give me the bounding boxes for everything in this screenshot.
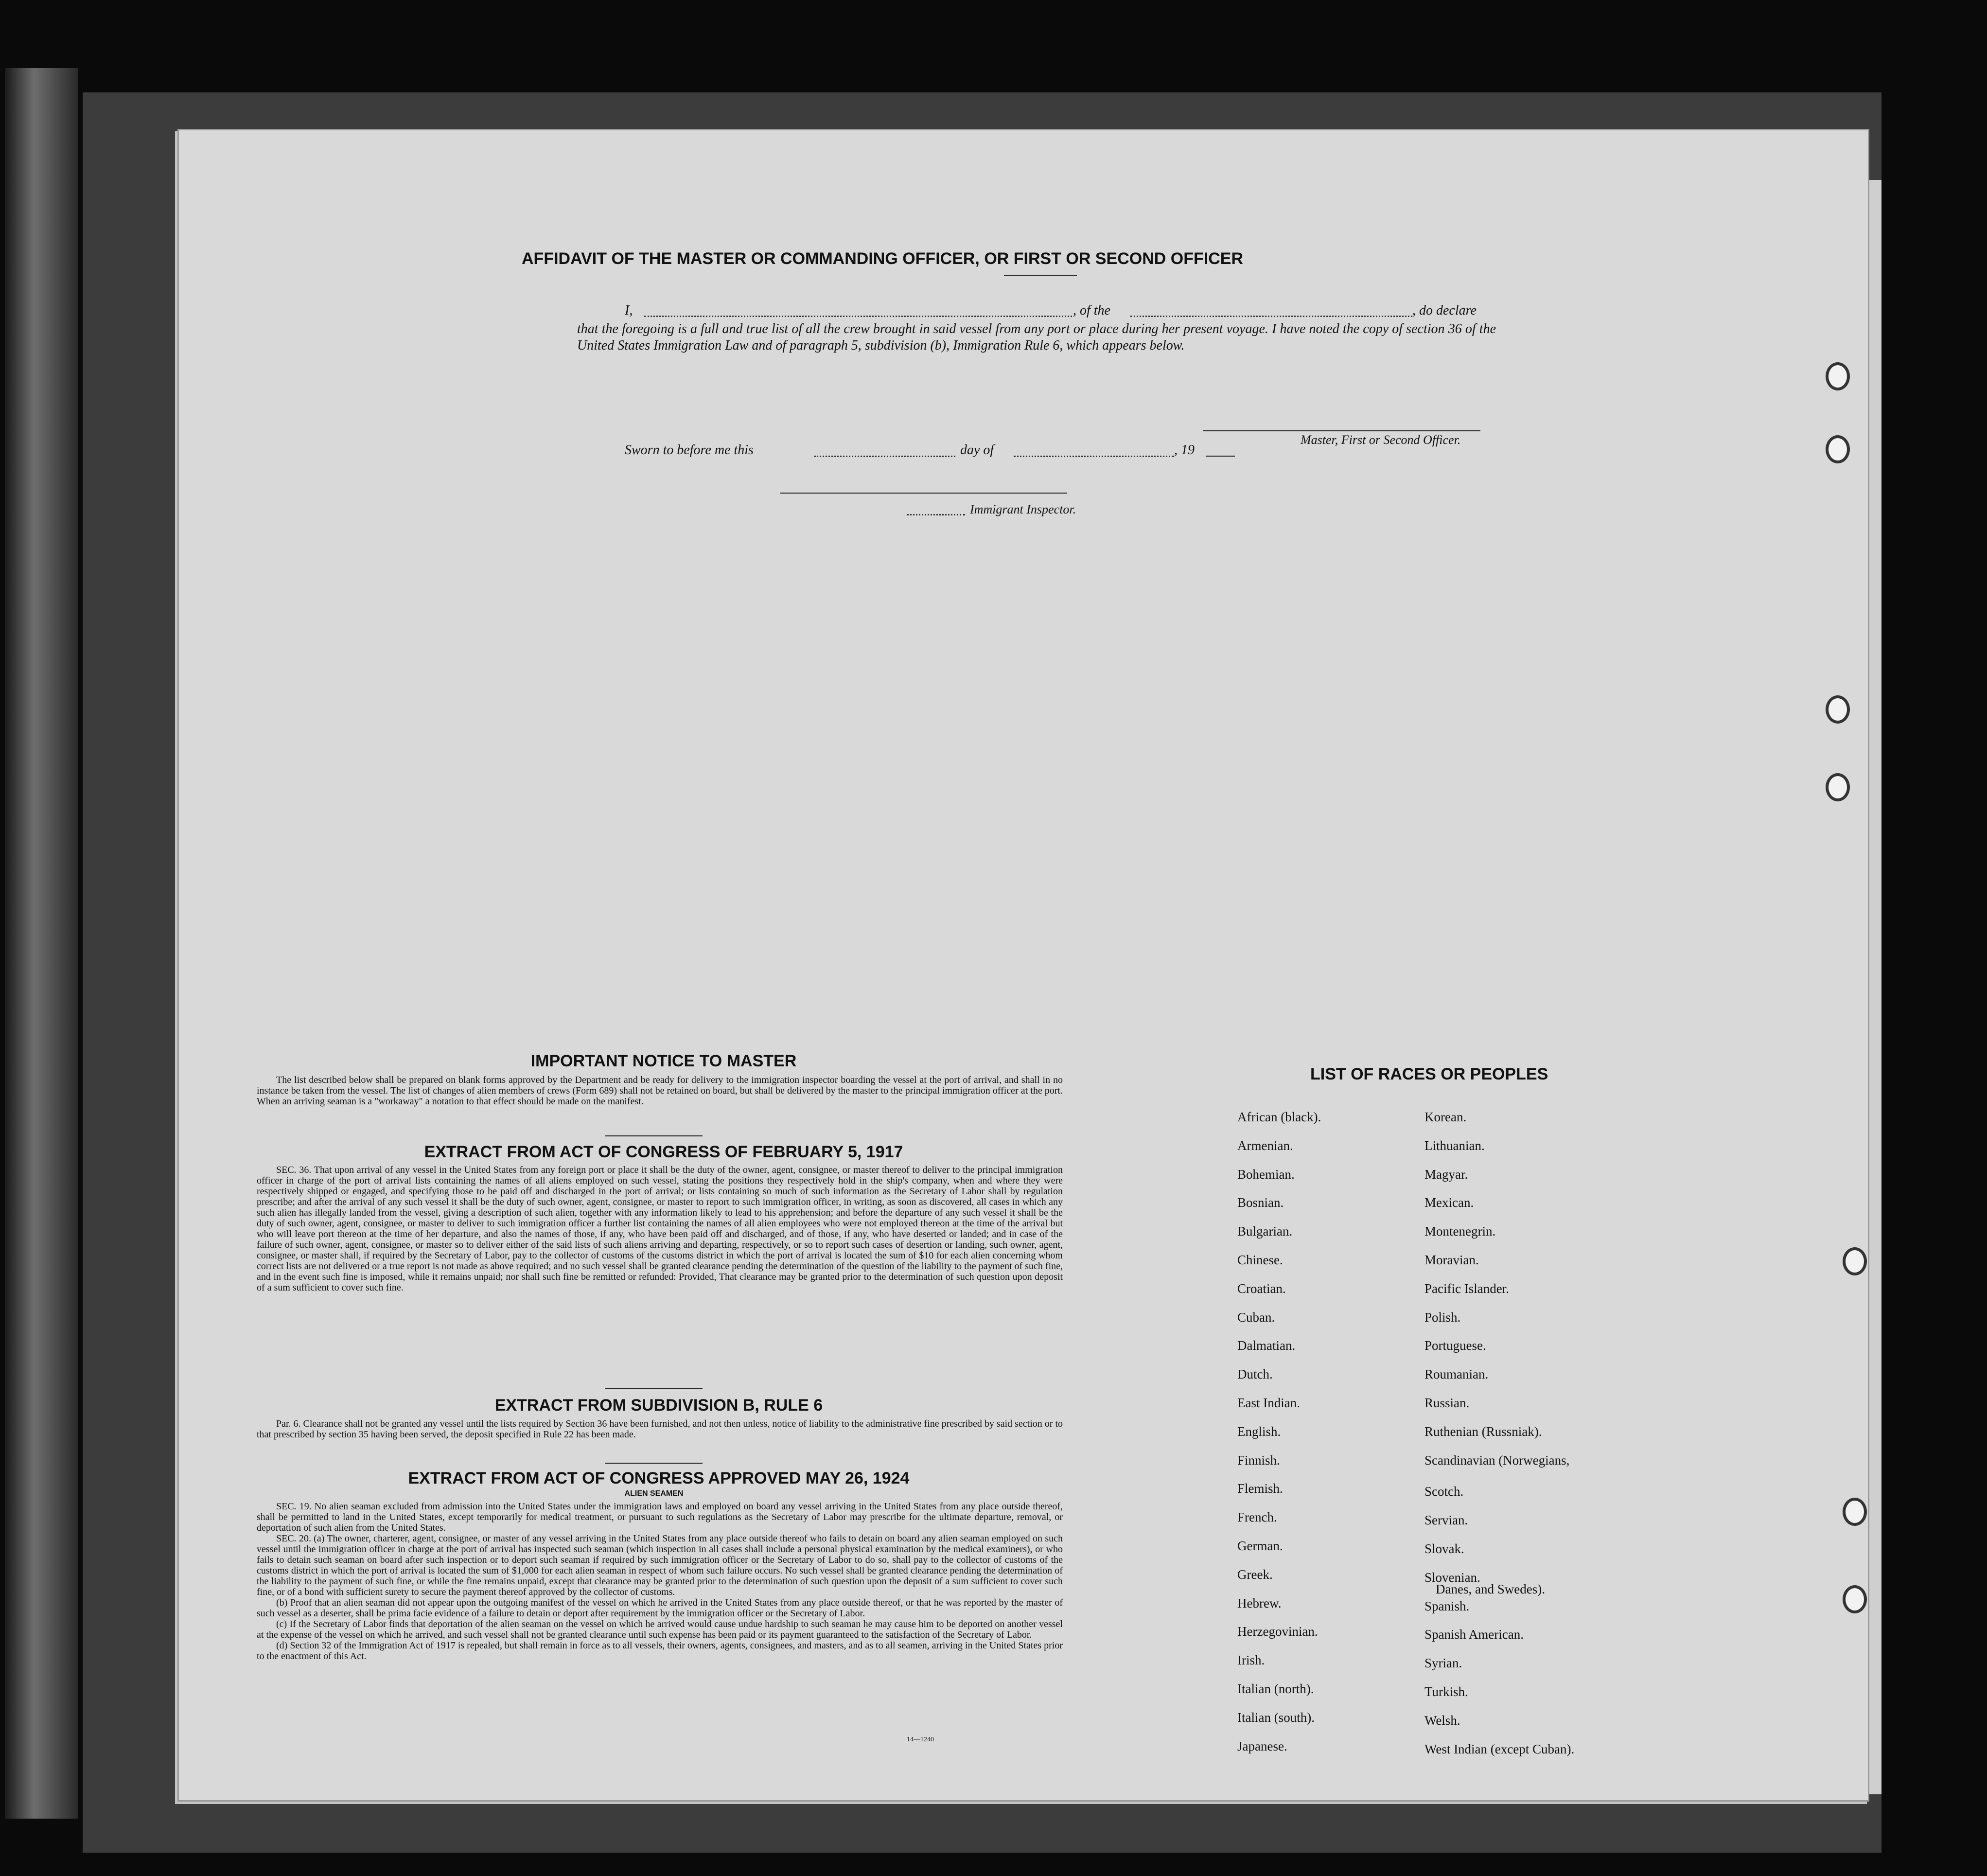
race-item: Korean. <box>1424 1110 1467 1124</box>
month-line[interactable] <box>1014 456 1174 457</box>
race-item: Roumanian. <box>1424 1367 1489 1381</box>
race-item: German. <box>1237 1539 1283 1553</box>
extract-1924-body <box>257 1501 1063 1662</box>
notice-title: IMPORTANT NOTICE TO MASTER <box>530 1052 797 1070</box>
master-label: Master, First or Second Officer. <box>1301 433 1461 447</box>
races-title: LIST OF RACES OR PEOPLES <box>1310 1065 1548 1083</box>
race-item: Italian (north). <box>1237 1681 1314 1696</box>
divider <box>605 1388 703 1389</box>
extract-1917-body <box>257 1165 1063 1293</box>
title-rule <box>1004 275 1077 276</box>
race-item: Scandinavian (Norwegians, <box>1424 1453 1570 1468</box>
race-item: Croatian. <box>1237 1281 1286 1296</box>
race-item: Moravian. <box>1424 1253 1479 1267</box>
punch-hole <box>1826 362 1850 390</box>
race-item: Bohemian. <box>1237 1167 1295 1182</box>
notice-body <box>257 1075 1063 1107</box>
race-item: Montenegrin. <box>1424 1224 1496 1239</box>
race-item: Slovak. <box>1424 1541 1464 1556</box>
punch-hole <box>1843 1585 1867 1613</box>
punch-hole <box>1826 435 1850 463</box>
race-item: French. <box>1237 1510 1277 1524</box>
race-item: Spanish. <box>1424 1599 1470 1613</box>
inspector-label: Immigrant Inspector. <box>970 502 1076 516</box>
sec19-text: SEC. 19. No alien seaman excluded from admission into the United States under the immigration laws and employed on board any vessel arriving in the United States from any place outside thereof, shall be permitted to land in the United States, except temporarily for medical treatment, or pursuant to such regulations as the Secretary of Labor may prescribe for the ultimate departure, removal, or deportation of such alien from the United States. <box>257 1501 1063 1533</box>
extract-1917-title: EXTRACT FROM ACT OF CONGRESS OF FEBRUARY 5, 1917 <box>424 1143 903 1161</box>
race-item: Syrian. <box>1424 1656 1462 1670</box>
affidavit-title: AFFIDAVIT OF THE MASTER OR COMMANDING OFFICER, OR FIRST OR SECOND OFFICER <box>522 249 1243 268</box>
affidavit-declare: , do declare <box>1412 303 1477 318</box>
year-prefix: , 19 <box>1174 442 1195 458</box>
document-page <box>177 129 1869 1802</box>
sworn-text: Sworn to before me this <box>625 442 754 458</box>
affidavit-i: I, <box>625 303 633 318</box>
notice-text: The list described below shall be prepared on blank forms approved by the Department and be ready for delivery to the immigration inspector boarding the vessel at the port of arrival, and shall in no instance be taken from the vessel. The list of changes of alien members of crews (Form 689) shall not be retained on board, but shall be delivered by the master to the principal immigration officer at the port. When an arriving seaman is a "workaway" a notation to that effect should be made on the manifest. <box>257 1075 1063 1107</box>
race-item: Polish. <box>1424 1310 1461 1325</box>
race-item: Dalmatian. <box>1237 1338 1296 1353</box>
race-item: Finnish. <box>1237 1453 1280 1468</box>
extract-1924-title: EXTRACT FROM ACT OF CONGRESS APPROVED MAY 26, 1924 <box>408 1469 910 1487</box>
race-item: Scotch. <box>1424 1484 1464 1499</box>
race-item: Armenian. <box>1237 1138 1293 1153</box>
race-item: Irish. <box>1237 1653 1265 1667</box>
vessel-line[interactable] <box>1130 316 1412 317</box>
race-item: Slovenian. <box>1424 1570 1480 1585</box>
extract-rule6-title: EXTRACT FROM SUBDIVISION B, RULE 6 <box>494 1396 823 1415</box>
affidavit-of-the: , of the <box>1073 303 1110 318</box>
divider <box>605 1135 703 1136</box>
race-item: Japanese. <box>1237 1739 1287 1753</box>
scanner-edge <box>5 68 78 1819</box>
race-item: English. <box>1237 1424 1281 1439</box>
race-item: Turkish. <box>1424 1684 1468 1699</box>
affidavit-paragraph: that the foregoing is a full and true list of all the crew brought in said vessel from any port or place during her present voyage. I have noted the copy of section 36 of the United States Immigration Law and of paragraph 5, subdivision (b), Immigration Rule 6, which appears below. <box>577 321 1496 353</box>
day-of-text: day of <box>960 442 994 458</box>
punch-hole <box>1843 1498 1867 1526</box>
race-item: Chinese. <box>1237 1253 1283 1267</box>
race-item: Bulgarian. <box>1237 1224 1293 1239</box>
race-item: Portuguese. <box>1424 1338 1486 1353</box>
sec36-text: SEC. 36. That upon arrival of any vessel in the United States from any foreign port or place it shall be the duty of the owner, agent, consignee, or master thereof to deliver to the principal immigration officer in charge of the port of arrival lists containing the names of all aliens employed on such vessel, stating the positions they respectively hold in the ship's company, when and where they were respectively shipped or engaged, and specifying those to be paid off and discharged in the port of arrival; or lists containing so much of such information as the Secretary of Labor shall by regulation prescribe; and after the arrival of any such vessel it shall be the duty of such owner, agent, consignee, or master to report to such immigration officer, in writing, as soon as discovered, all cases in which any such alien has illegally landed from the vessel, giving a description of such alien, together with any information likely to lead to his apprehension; and before the departure of any such vessel it shall be the duty of such owner, agent, consignee, or master to deliver to such immigration officer a further list containing the names of all alien employees who were not employed thereon at the time of the arrival but who will leave port thereon at the time of her departure, and also the names of those, if any, who have been paid off and discharged, and of those, if any, who have deserted or landed; and in case of the failure of such owner, agent, consignee, or master so to deliver either of the said lists of such aliens arriving and departing, respectively, or so to report such cases of desertion or landing, such owner, agent, consignee, or master shall, if required by the Secretary of Labor, pay to the collector of customs of the customs district in which the port of arrival is located the sum of $10 for each alien concerning whom correct lists are not delivered or a true report is not made as above required; and no such vessel shall be granted clearance pending the determination of the question of the liability to the payment of such fine, and in the event such fine is imposed, while it remains unpaid; nor shall such fine be remitted or refunded: Provided, That clearance may be granted prior to the determination of such question upon deposit of a sum sufficient to cover such fine. <box>257 1165 1063 1293</box>
race-item: Hebrew. <box>1237 1596 1282 1611</box>
race-item: Bosnian. <box>1237 1195 1284 1210</box>
form-number: 14—1240 <box>907 1736 934 1743</box>
inspector-signature-line[interactable] <box>780 493 1067 494</box>
alien-seamen-subtitle: ALIEN SEAMEN <box>624 1489 684 1498</box>
race-item: East Indian. <box>1237 1396 1300 1410</box>
year-line[interactable] <box>1206 456 1235 457</box>
divider <box>605 1463 703 1464</box>
sec20a-text: SEC. 20. (a) The owner, charterer, agent, consignee, or master of any vessel arriving in the United States from any place outside thereof who fails to detain on board any alien seaman employed on such vessel until the immigration officer in charge at the port of arrival has inspected such seaman (which inspection in all cases shall include a personal physical examination by the medical examiners), or who fails to detain such seaman on board after such inspection or to deport such seaman if required by such immigration officer or the Secretary of Labor to do so, shall pay to the collector of customs of the customs district in which the port of arrival is located the sum of $1,000 for each alien seaman in respect of whom such failure occurs. No such vessel shall be granted clearance pending the determination of the liability to the payment of such fine, or while the fine remains unpaid, except that clearance may be granted prior to the determination of such question upon the deposit of a sum sufficient to cover such fine, or of a bond with sufficient surety to secure the payment thereof approved by the collector of customs. <box>257 1533 1063 1597</box>
race-item: Lithuanian. <box>1424 1138 1485 1153</box>
rule6-text: Par. 6. Clearance shall not be granted any vessel until the lists required by Section 36 have been furnished, and not then unless, notice of liability to the administrative fine prescribed by said section or to that prescribed by section 35 having been served, the deposit specified in Rule 22 has been made. <box>257 1418 1063 1440</box>
race-item: Spanish American. <box>1424 1627 1524 1642</box>
inspector-dots <box>907 514 965 515</box>
punch-hole <box>1826 695 1850 724</box>
sec20d-text: (d) Section 32 of the Immigration Act of 1917 is repealed, but shall remain in force as to all vessels, their owners, agents, consignees, and masters, and as to all seamen, arriving in the United States prior to the enactment of this Act. <box>257 1640 1063 1662</box>
race-item: West Indian (except Cuban). <box>1424 1742 1575 1756</box>
race-item: African (black). <box>1237 1110 1321 1124</box>
race-right-continuation: Danes, and Swedes). <box>1436 1582 1545 1596</box>
name-line[interactable] <box>644 316 1072 317</box>
race-item: Pacific Islander. <box>1424 1281 1509 1296</box>
punch-hole <box>1826 773 1850 801</box>
punch-hole <box>1843 1247 1867 1275</box>
race-item: Italian (south). <box>1237 1710 1315 1725</box>
race-item: Mexican. <box>1424 1195 1474 1210</box>
race-item: Russian. <box>1424 1396 1470 1410</box>
day-line[interactable] <box>814 456 955 457</box>
race-item: Welsh. <box>1424 1713 1460 1728</box>
race-item: Flemish. <box>1237 1481 1283 1496</box>
race-item: Servian. <box>1424 1513 1468 1527</box>
extract-rule6-body <box>257 1418 1063 1440</box>
sec20c-text: (c) If the Secretary of Labor finds that deportation of the alien seaman on the vessel on which he arrived would cause undue hardship to such seaman he may cause him to be deported on another vessel at the expense of the vessel on which he arrived, and such vessel shall not be granted clearance until such expense has been paid or its payment guaranteed to the satisfaction of the Secretary of Labor. <box>257 1619 1063 1640</box>
sec20b-text: (b) Proof that an alien seaman did not appear upon the outgoing manifest of the vessel on which he arrived in the United States from any place outside thereof, or that he was reported by the master of such vessel as a deserter, shall be prima facie evidence of a failure to detain or deport after requirement by the immigration officer or the Secretary of Labor. <box>257 1597 1063 1619</box>
race-item: Cuban. <box>1237 1310 1275 1325</box>
race-item: Ruthenian (Russniak). <box>1424 1424 1542 1439</box>
race-item: Herzegovinian. <box>1237 1624 1318 1639</box>
race-item: Dutch. <box>1237 1367 1273 1381</box>
race-item: Greek. <box>1237 1567 1273 1582</box>
race-item: Magyar. <box>1424 1167 1468 1182</box>
master-signature-line[interactable] <box>1203 430 1480 431</box>
